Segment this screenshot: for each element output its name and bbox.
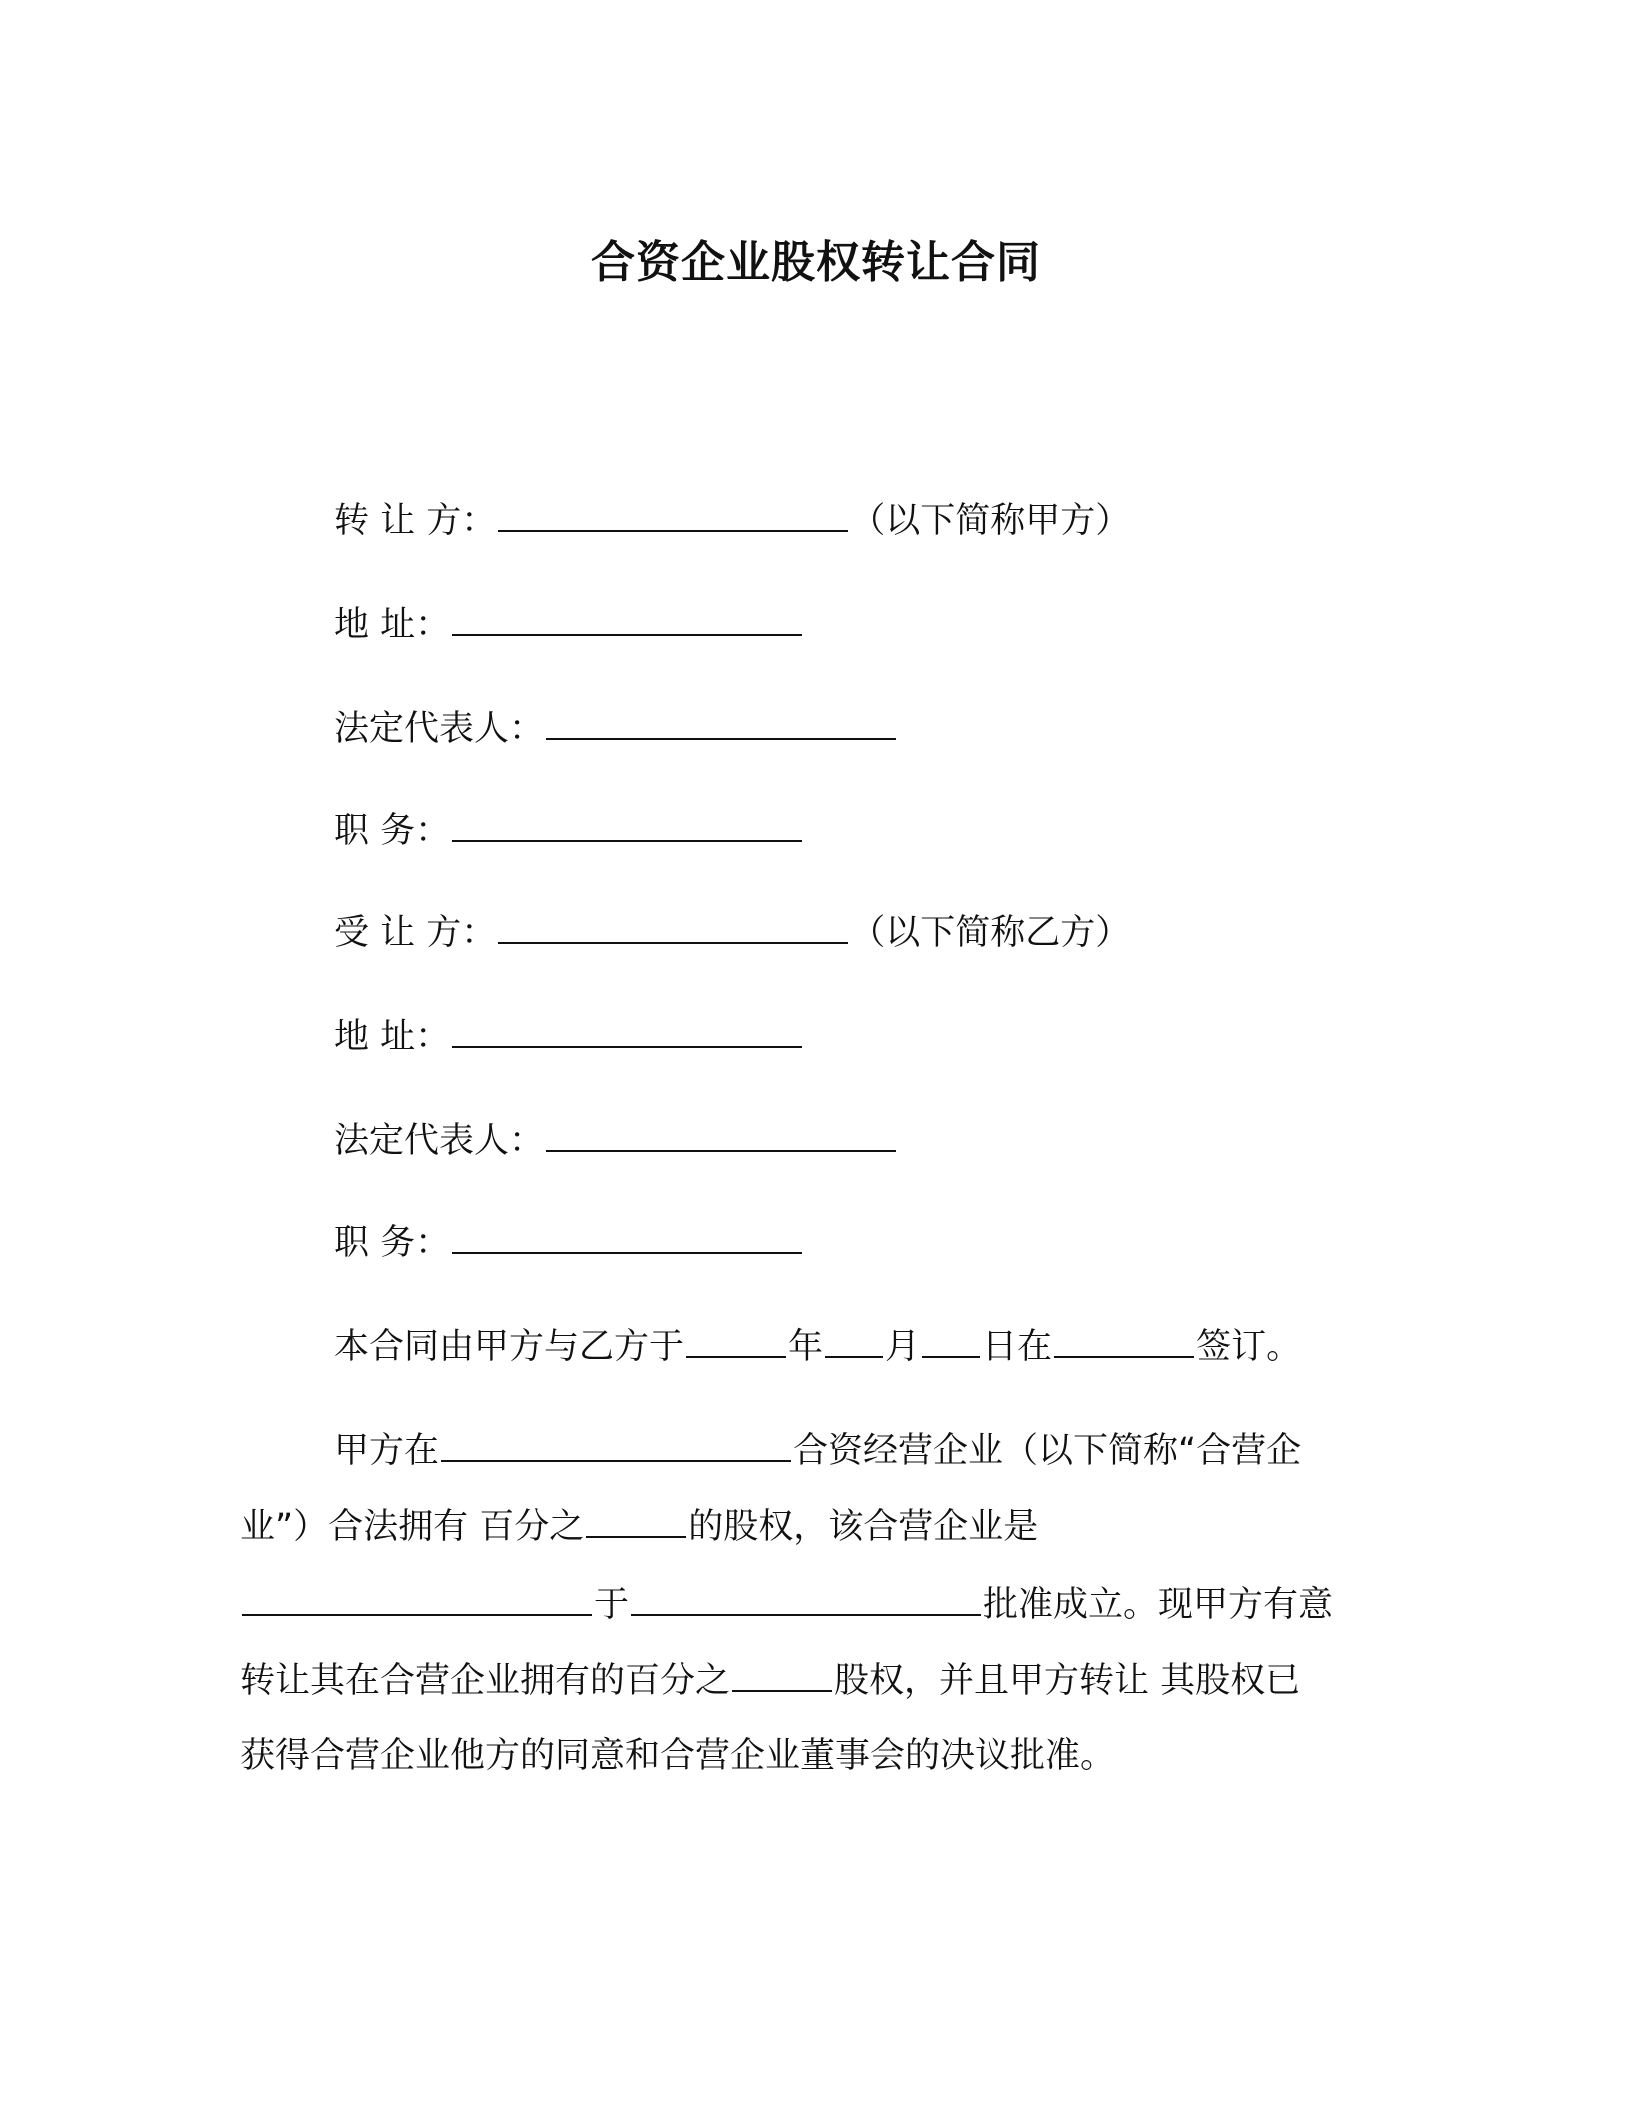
- transferee-address-line: [334, 1012, 804, 1059]
- transferee-position-blank: [452, 1218, 802, 1254]
- signing-line: [334, 1322, 1301, 1369]
- para-text: 的股权，该合营企业是: [688, 1507, 1039, 1547]
- transferee-address-label: 地 址：: [334, 1017, 451, 1057]
- para-line-4: [240, 1656, 1300, 1703]
- transferor-rep-line: [334, 704, 898, 751]
- para-line-3: [240, 1580, 1333, 1627]
- para-line-2: [240, 1502, 1038, 1549]
- para-text: 业”）合法拥有 百分之: [240, 1507, 585, 1547]
- transferee-name-blank: [498, 908, 848, 944]
- para-text: 于: [594, 1585, 630, 1625]
- transferor-position-blank: [452, 806, 802, 842]
- transfer-percent-blank: [732, 1656, 832, 1692]
- transferee-address-blank: [452, 1012, 802, 1048]
- transferee-rep-label: 法定代表人：: [334, 1121, 545, 1161]
- para-line-1: [334, 1426, 1301, 1473]
- transferee-position-label: 职 务：: [334, 1223, 451, 1263]
- signing-text: 本合同由甲方与乙方于: [334, 1327, 685, 1367]
- document-title: 合资企业股权转让合同: [591, 237, 1041, 288]
- transferor-position-line: [334, 806, 804, 853]
- transferor-rep-label: 法定代表人：: [334, 709, 545, 749]
- transferor-label: 转 让 方：: [334, 501, 497, 541]
- month-blank: [825, 1322, 883, 1358]
- transferor-address-blank: [452, 600, 802, 636]
- signing-end: 签订。: [1196, 1327, 1302, 1367]
- month-label: 月: [885, 1327, 921, 1367]
- transferor-name-blank: [498, 496, 848, 532]
- enterprise-name-blank: [441, 1426, 791, 1462]
- transferor-address-line: [334, 600, 804, 647]
- year-label: 年: [788, 1327, 824, 1367]
- para-text: 合资经营企业（以下简称“合营企: [793, 1431, 1302, 1471]
- transferee-line: [334, 908, 1130, 955]
- transferor-position-label: 职 务：: [334, 811, 451, 851]
- transferee-rep-line: [334, 1116, 898, 1163]
- transferee-suffix: （以下简称乙方）: [850, 913, 1131, 953]
- para-line-5: [240, 1734, 1115, 1778]
- approval-date-blank: [631, 1580, 981, 1616]
- para-text: 甲方在: [334, 1431, 440, 1471]
- para-text: 股权，并且甲方转让 其股权已: [834, 1661, 1301, 1701]
- transferor-rep-blank: [546, 704, 896, 740]
- para-text: 获得合营企业他方的同意和合营企业董事会的决议批准。: [240, 1736, 1116, 1776]
- transferor-line: [334, 496, 1130, 543]
- transferor-suffix: （以下简称甲方）: [850, 501, 1131, 541]
- transferee-rep-blank: [546, 1116, 896, 1152]
- transferee-position-line: [334, 1218, 804, 1265]
- para-text: 转让其在合营企业拥有的百分之: [240, 1661, 731, 1701]
- day-label: 日在: [982, 1327, 1053, 1367]
- transferor-address-label: 地 址：: [334, 605, 451, 645]
- approval-authority-blank: [242, 1580, 592, 1616]
- percent-blank: [586, 1502, 686, 1538]
- transferee-label: 受 让 方：: [334, 913, 497, 953]
- year-blank: [686, 1322, 786, 1358]
- para-text: 批准成立。现甲方有意: [983, 1585, 1334, 1625]
- place-blank: [1054, 1322, 1194, 1358]
- day-blank: [922, 1322, 980, 1358]
